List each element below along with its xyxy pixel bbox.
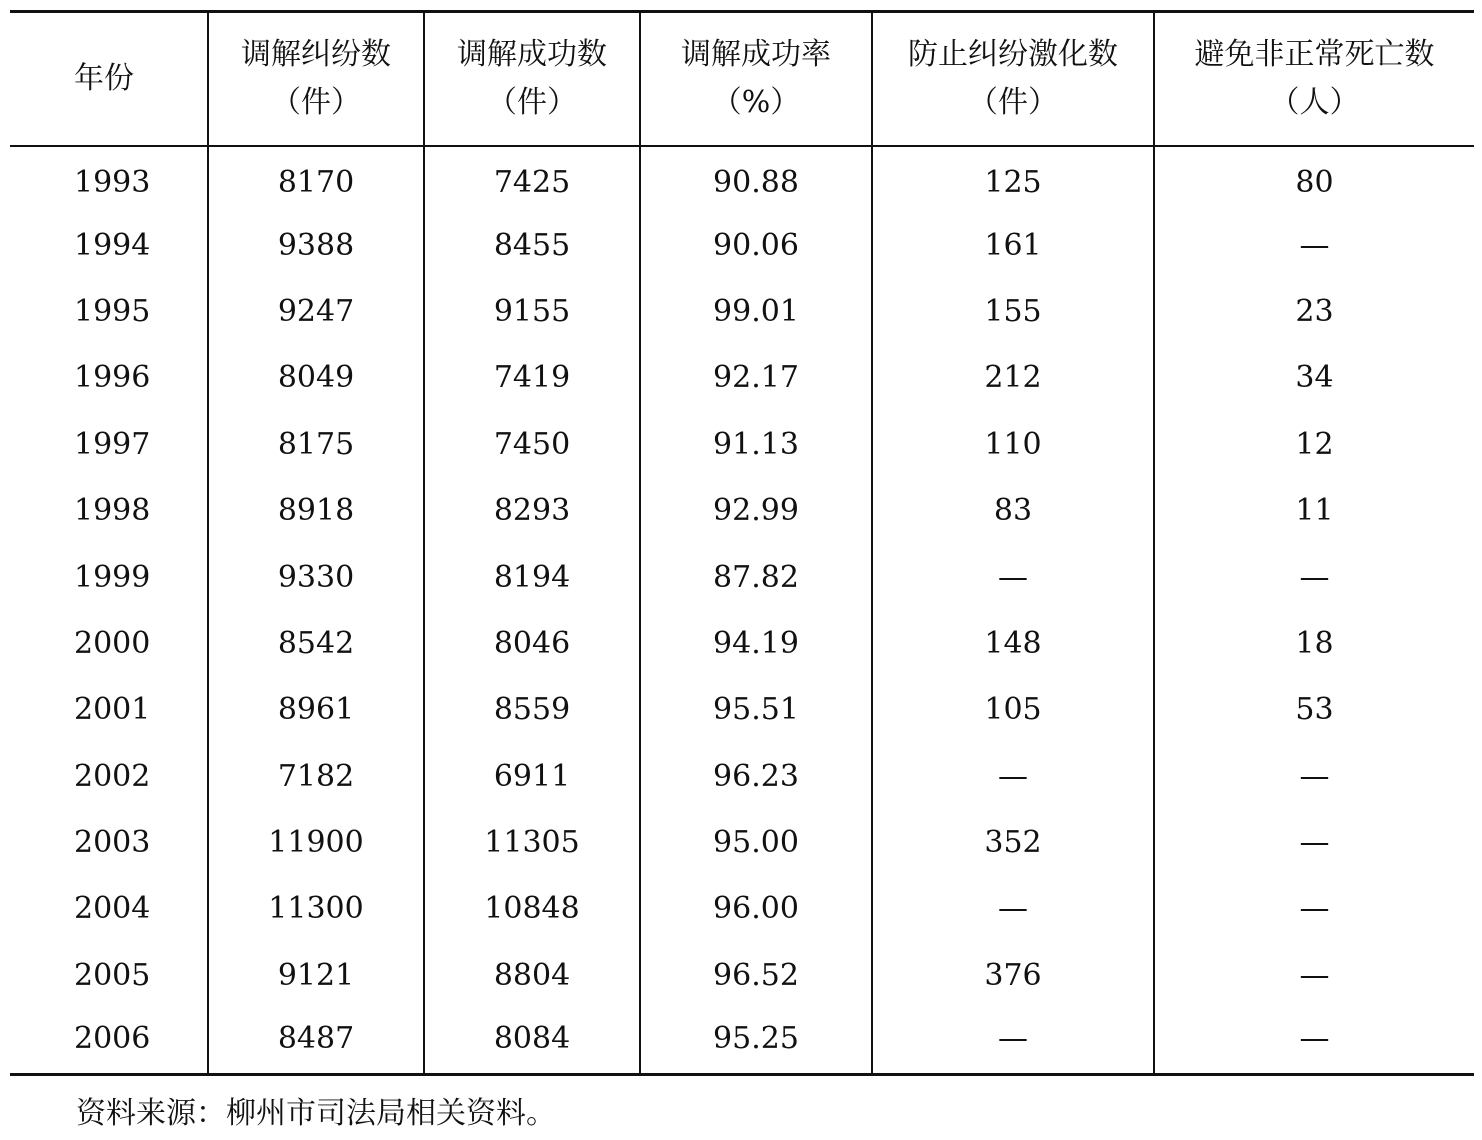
cell-disputes-mediated: 9388	[208, 212, 424, 278]
cell-year: 1999	[74, 559, 151, 595]
cell-escalations-prevented: 161	[872, 212, 1154, 278]
cell-disputes-mediated: 8175	[208, 411, 424, 477]
cell-deaths-avoided: 12	[1154, 411, 1474, 477]
cell-successful-mediations: 6911	[424, 743, 640, 809]
cell-deaths-avoided: —	[1154, 876, 1474, 942]
cell-success-rate: 90.06	[640, 212, 872, 278]
cell-disputes-mediated: 8170	[208, 146, 424, 212]
cell-year: 1998	[74, 493, 151, 529]
cell-escalations-prevented: —	[872, 544, 1154, 610]
cell-year: 2002	[74, 758, 151, 794]
cell-escalations-prevented: —	[872, 743, 1154, 809]
cell-success-rate: 94.19	[640, 610, 872, 676]
cell-success-rate: 92.99	[640, 477, 872, 543]
cell-success-rate: 96.00	[640, 876, 872, 942]
header-success-rate: 调解成功率 （%）	[640, 12, 872, 146]
cell-deaths-avoided: —	[1154, 212, 1474, 278]
table-row	[10, 876, 1474, 942]
cell-success-rate: 96.23	[640, 743, 872, 809]
cell-escalations-prevented: 376	[872, 942, 1154, 1008]
cell-year: 2005	[74, 957, 151, 993]
cell-escalations-prevented: 105	[872, 677, 1154, 743]
table-row	[10, 1009, 1474, 1075]
cell-escalations-prevented: —	[872, 1009, 1154, 1075]
cell-escalations-prevented: —	[872, 876, 1154, 942]
cell-disputes-mediated: 8542	[208, 610, 424, 676]
cell-year: 2006	[10, 1009, 208, 1075]
header-escalations-prevented: 防止纠纷激化数 （件）	[872, 12, 1154, 146]
table-header	[10, 12, 1474, 146]
cell-year: 2000	[74, 625, 151, 661]
cell-success-rate: 95.51	[640, 677, 872, 743]
cell-success-rate: 92.17	[640, 345, 872, 411]
cell-year: 2003	[74, 825, 151, 861]
cell-disputes-mediated: 9121	[208, 942, 424, 1008]
cell-successful-mediations: 11305	[424, 809, 640, 875]
cell-escalations-prevented: 155	[872, 278, 1154, 344]
cell-successful-mediations: 7450	[424, 411, 640, 477]
cell-success-rate: 91.13	[640, 411, 872, 477]
cell-year: 1993	[74, 164, 151, 200]
cell-deaths-avoided: —	[1154, 942, 1474, 1008]
cell-escalations-prevented: 125	[872, 146, 1154, 212]
header-disputes-mediated: 调解纠纷数 （件）	[208, 12, 424, 146]
cell-success-rate: 87.82	[640, 544, 872, 610]
table-row	[10, 411, 1474, 477]
cell-disputes-mediated: 11300	[208, 876, 424, 942]
header-successful-mediations: 调解成功数 （件）	[424, 12, 640, 146]
cell-year: 1995	[74, 293, 151, 329]
table-row	[10, 677, 1474, 743]
mediation-statistics-table	[10, 10, 1474, 1076]
cell-successful-mediations: 8804	[424, 942, 640, 1008]
table-row	[10, 345, 1474, 411]
cell-deaths-avoided: 80	[1154, 146, 1474, 212]
cell-success-rate: 96.52	[640, 942, 872, 1008]
table-row	[10, 809, 1474, 875]
cell-success-rate: 90.88	[640, 146, 872, 212]
cell-successful-mediations: 7419	[424, 345, 640, 411]
cell-successful-mediations: 8084	[424, 1009, 640, 1075]
cell-successful-mediations: 10848	[424, 876, 640, 942]
cell-successful-mediations: 8559	[424, 677, 640, 743]
header-row	[10, 12, 1474, 146]
mediation-statistics-table-container	[10, 10, 1474, 1076]
cell-deaths-avoided: 11	[1154, 477, 1474, 543]
cell-deaths-avoided: —	[1154, 544, 1474, 610]
cell-disputes-mediated: 7182	[208, 743, 424, 809]
cell-success-rate: 95.00	[640, 809, 872, 875]
cell-disputes-mediated: 9330	[208, 544, 424, 610]
cell-deaths-avoided: 23	[1154, 278, 1474, 344]
table-row	[10, 743, 1474, 809]
cell-escalations-prevented: 110	[872, 411, 1154, 477]
cell-successful-mediations: 8455	[424, 212, 640, 278]
cell-year: 1997	[74, 426, 151, 462]
table-row	[10, 477, 1474, 543]
cell-disputes-mediated: 11900	[208, 809, 424, 875]
cell-success-rate: 95.25	[640, 1009, 872, 1075]
cell-deaths-avoided: 18	[1154, 610, 1474, 676]
cell-escalations-prevented: 352	[872, 809, 1154, 875]
cell-successful-mediations: 8046	[424, 610, 640, 676]
cell-year: 1996	[74, 360, 151, 396]
cell-escalations-prevented: 212	[872, 345, 1154, 411]
cell-year: 2004	[74, 891, 151, 927]
cell-deaths-avoided: 34	[1154, 345, 1474, 411]
cell-successful-mediations: 8194	[424, 544, 640, 610]
cell-escalations-prevented: 148	[872, 610, 1154, 676]
table-body	[10, 146, 1474, 1075]
cell-deaths-avoided: 53	[1154, 677, 1474, 743]
cell-deaths-avoided: —	[1154, 743, 1474, 809]
cell-disputes-mediated: 8961	[208, 677, 424, 743]
cell-disputes-mediated: 9247	[208, 278, 424, 344]
source-note: 资料来源：柳州市司法局相关资料。	[76, 1096, 556, 1131]
cell-successful-mediations: 9155	[424, 278, 640, 344]
table-row	[10, 610, 1474, 676]
header-deaths-avoided: 避免非正常死亡数 （人）	[1154, 12, 1474, 146]
cell-deaths-avoided: —	[1154, 1009, 1474, 1075]
cell-success-rate: 99.01	[640, 278, 872, 344]
cell-successful-mediations: 8293	[424, 477, 640, 543]
cell-year: 1994	[74, 227, 151, 263]
table-row	[10, 544, 1474, 610]
cell-deaths-avoided: —	[1154, 809, 1474, 875]
cell-disputes-mediated: 8049	[208, 345, 424, 411]
cell-disputes-mediated: 8918	[208, 477, 424, 543]
table-row	[10, 146, 1474, 212]
table-row	[10, 212, 1474, 278]
table-row	[10, 278, 1474, 344]
cell-successful-mediations: 7425	[424, 146, 640, 212]
table-row	[10, 942, 1474, 1008]
cell-disputes-mediated: 8487	[208, 1009, 424, 1075]
cell-escalations-prevented: 83	[872, 477, 1154, 543]
header-year: 年份	[10, 12, 208, 146]
cell-year: 2001	[74, 692, 151, 728]
